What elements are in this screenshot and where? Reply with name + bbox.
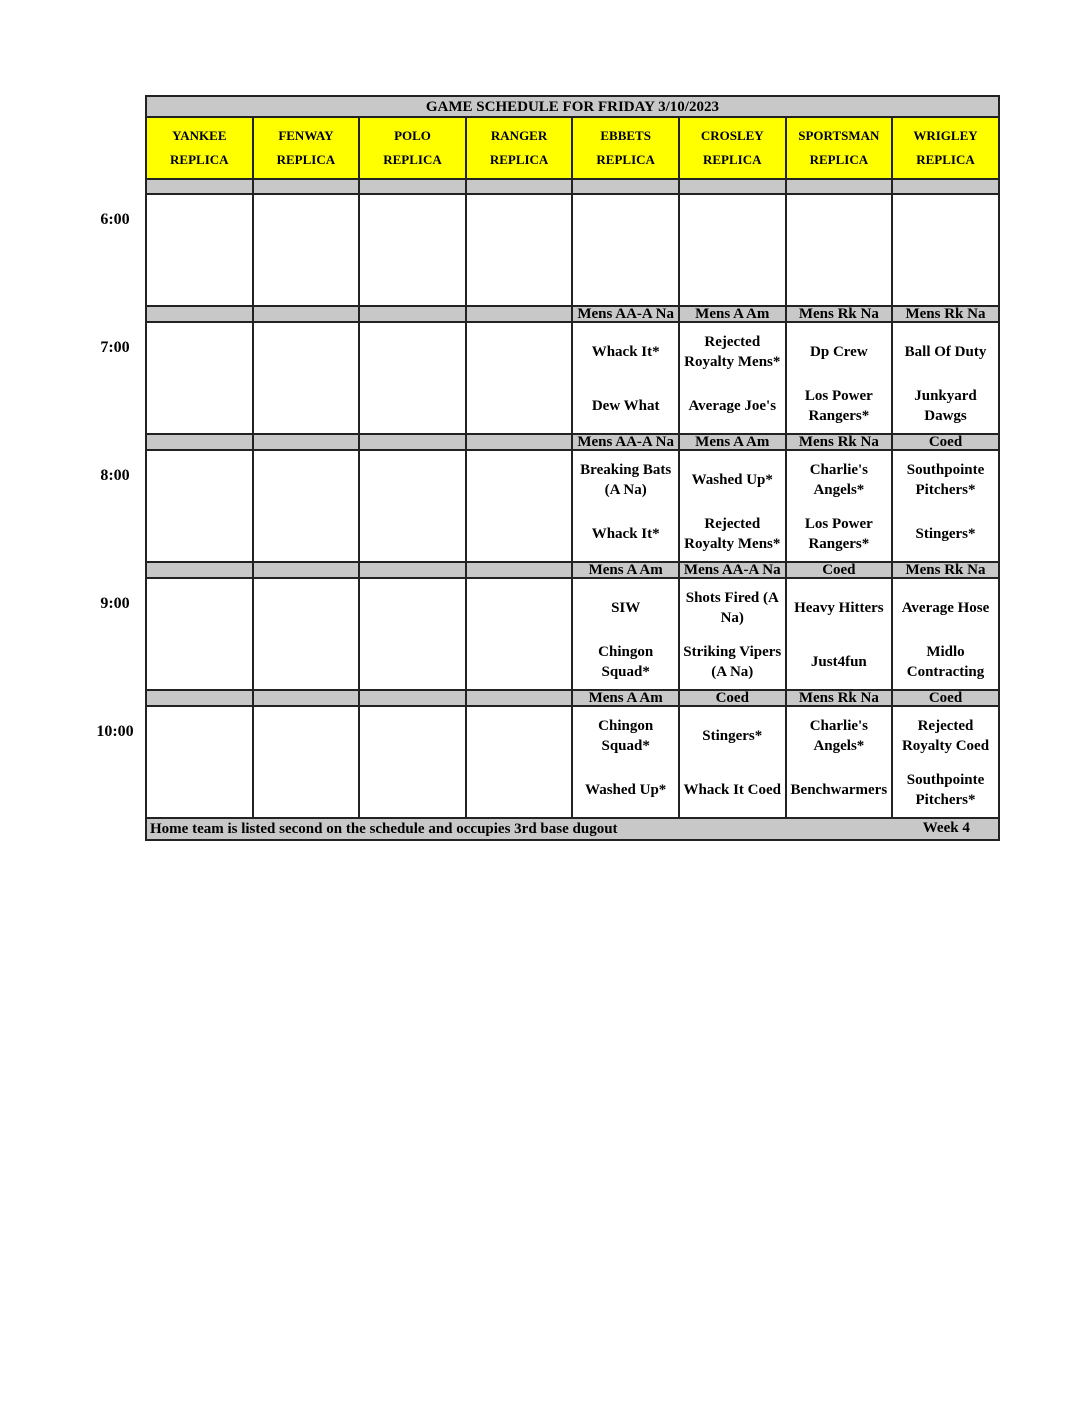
division-cell: Mens A Am <box>679 434 786 450</box>
game-cell <box>892 706 999 818</box>
game-cell <box>466 706 573 818</box>
division-row <box>146 690 999 706</box>
game-row <box>146 578 999 690</box>
time-label: 7:00 <box>100 339 130 356</box>
field-header-row <box>146 117 999 179</box>
game-cell <box>146 194 253 306</box>
division-cell <box>466 434 573 450</box>
field-header-ranger <box>466 117 573 179</box>
spacer-cell <box>146 179 253 194</box>
game-cell <box>572 322 679 434</box>
division-cell <box>359 562 466 578</box>
spacer-cell <box>359 179 466 194</box>
spacer-cell <box>253 179 360 194</box>
game-cell <box>786 194 893 306</box>
home-team: Los Power Rangers* <box>804 516 873 552</box>
away-team: Washed Up* <box>691 472 773 488</box>
away-team: Dp Crew <box>810 344 868 360</box>
home-team: Chingon Squad* <box>598 644 654 680</box>
division-cell: Mens Rk Na <box>786 306 893 322</box>
game-row <box>146 706 999 818</box>
division-cell <box>359 690 466 706</box>
game-cell <box>892 578 999 690</box>
division-cell: Mens Rk Na <box>892 306 999 322</box>
field-subtitle: REPLICA <box>916 152 975 167</box>
field-subtitle: REPLICA <box>170 152 229 167</box>
game-cell <box>146 322 253 434</box>
time-label: 9:00 <box>100 595 130 612</box>
away-team: Heavy Hitters <box>794 600 884 616</box>
game-cell <box>359 322 466 434</box>
division-cell <box>359 306 466 322</box>
division-cell: Coed <box>892 690 999 706</box>
field-name: EBBETS <box>600 128 651 143</box>
division-cell: Mens AA-A Na <box>572 306 679 322</box>
home-team: Rejected Royalty Mens* <box>684 516 781 552</box>
division-cell: Mens A Am <box>572 690 679 706</box>
game-cell <box>253 194 360 306</box>
game-cell <box>359 706 466 818</box>
spacer-cell <box>679 179 786 194</box>
time-label: 10:00 <box>96 723 134 740</box>
game-cell <box>359 450 466 562</box>
field-name: FENWAY <box>278 128 334 143</box>
division-cell <box>253 562 360 578</box>
home-team: Benchwarmers <box>790 782 888 798</box>
game-cell <box>572 578 679 690</box>
field-header-fenway <box>253 117 360 179</box>
footer-note <box>146 818 999 840</box>
field-subtitle: REPLICA <box>596 152 655 167</box>
game-row <box>146 450 999 562</box>
away-team: Breaking Bats (A Na) <box>580 462 672 498</box>
division-cell <box>466 690 573 706</box>
game-cell <box>679 578 786 690</box>
division-cell <box>146 562 253 578</box>
home-team: Average Joe's <box>688 398 777 414</box>
game-row <box>146 194 999 306</box>
home-team: Striking Vipers (A Na) <box>683 644 782 680</box>
game-cell <box>679 706 786 818</box>
game-cell <box>466 322 573 434</box>
game-row <box>146 322 999 434</box>
division-cell <box>146 306 253 322</box>
away-team: Charlie's Angels* <box>809 462 869 498</box>
field-header-crosley <box>679 117 786 179</box>
game-cell <box>359 194 466 306</box>
division-cell: Mens Rk Na <box>892 562 999 578</box>
game-cell <box>253 706 360 818</box>
away-team: Shots Fired (A Na) <box>685 590 779 626</box>
home-team: Just4fun <box>810 654 867 670</box>
week-label: Week 4 <box>922 820 970 836</box>
field-name: POLO <box>394 128 431 143</box>
division-cell: Coed <box>786 562 893 578</box>
division-row <box>146 306 999 322</box>
division-cell: Mens AA-A Na <box>572 434 679 450</box>
time-label: 6:00 <box>100 211 130 228</box>
away-team: Charlie's Angels* <box>809 718 869 754</box>
schedule-table <box>145 95 1000 841</box>
home-team: Junkyard Dawgs <box>914 388 977 424</box>
spacer-cell <box>786 179 893 194</box>
division-cell: Mens Rk Na <box>786 690 893 706</box>
home-team: Whack It* <box>591 526 660 542</box>
division-row <box>146 562 999 578</box>
division-cell: Coed <box>892 434 999 450</box>
field-header-wrigley <box>892 117 999 179</box>
spacer-row <box>146 179 999 194</box>
home-team: Washed Up* <box>585 782 667 798</box>
away-team: Whack It* <box>591 344 660 360</box>
game-cell <box>253 322 360 434</box>
away-team: Ball Of Duty <box>904 344 987 360</box>
field-subtitle: REPLICA <box>276 152 336 167</box>
division-cell: Mens Rk Na <box>786 434 893 450</box>
division-cell <box>466 306 573 322</box>
game-cell <box>786 578 893 690</box>
division-cell <box>253 690 360 706</box>
game-cell <box>786 322 893 434</box>
away-team: Average Hose <box>901 600 990 616</box>
division-cell: Mens A Am <box>679 306 786 322</box>
division-cell <box>359 434 466 450</box>
game-cell <box>146 706 253 818</box>
game-cell <box>466 194 573 306</box>
division-cell: Mens AA-A Na <box>679 562 786 578</box>
home-team: Stingers* <box>915 526 976 542</box>
field-header-sportsman <box>786 117 893 179</box>
game-cell <box>253 450 360 562</box>
field-name: WRIGLEY <box>913 128 978 143</box>
division-cell <box>253 306 360 322</box>
field-subtitle: REPLICA <box>809 152 869 167</box>
field-header-polo <box>359 117 466 179</box>
game-cell <box>892 450 999 562</box>
home-team: Midlo Contracting <box>906 644 985 680</box>
away-team: Chingon Squad* <box>598 718 654 754</box>
game-cell <box>892 322 999 434</box>
field-subtitle: REPLICA <box>703 152 762 167</box>
game-cell <box>146 578 253 690</box>
spacer-cell <box>892 179 999 194</box>
game-cell <box>253 578 360 690</box>
game-cell <box>786 706 893 818</box>
game-cell <box>572 706 679 818</box>
spacer-cell <box>466 179 573 194</box>
field-name: CROSLEY <box>700 128 764 143</box>
home-team: Dew What <box>591 398 660 414</box>
game-cell <box>572 450 679 562</box>
time-label: 8:00 <box>100 467 130 484</box>
away-team: Rejected Royalty Coed <box>901 718 990 754</box>
division-cell: Coed <box>679 690 786 706</box>
field-subtitle: REPLICA <box>489 152 549 167</box>
away-team: Stingers* <box>702 728 763 744</box>
away-team: Southpointe Pitchers* <box>906 462 985 498</box>
division-cell <box>146 690 253 706</box>
division-cell <box>253 434 360 450</box>
spacer-cell <box>572 179 679 194</box>
field-name: YANKEE <box>172 128 227 143</box>
game-cell <box>679 322 786 434</box>
away-team: SIW <box>611 600 641 616</box>
away-team: Rejected Royalty Mens* <box>684 334 781 370</box>
home-team: Whack It Coed <box>683 782 782 798</box>
game-cell <box>679 450 786 562</box>
field-header-ebbets <box>572 117 679 179</box>
game-cell <box>786 450 893 562</box>
game-cell <box>146 450 253 562</box>
field-subtitle: REPLICA <box>383 152 442 167</box>
game-cell <box>572 194 679 306</box>
home-team: Los Power Rangers* <box>804 388 873 424</box>
game-cell <box>466 450 573 562</box>
game-cell <box>466 578 573 690</box>
division-row <box>146 434 999 450</box>
home-team: Southpointe Pitchers* <box>906 772 985 808</box>
division-cell <box>146 434 253 450</box>
footer-note-text: Home team is listed second on the schedule and occupies 3rd base dugout <box>150 821 618 837</box>
field-name: RANGER <box>490 128 548 143</box>
game-cell <box>679 194 786 306</box>
game-cell <box>892 194 999 306</box>
division-cell <box>466 562 573 578</box>
division-cell: Mens A Am <box>572 562 679 578</box>
game-cell <box>359 578 466 690</box>
schedule-title: GAME SCHEDULE FOR FRIDAY 3/10/2023 <box>146 96 999 117</box>
field-header-yankee <box>146 117 253 179</box>
field-name: SPORTSMAN <box>798 128 880 143</box>
